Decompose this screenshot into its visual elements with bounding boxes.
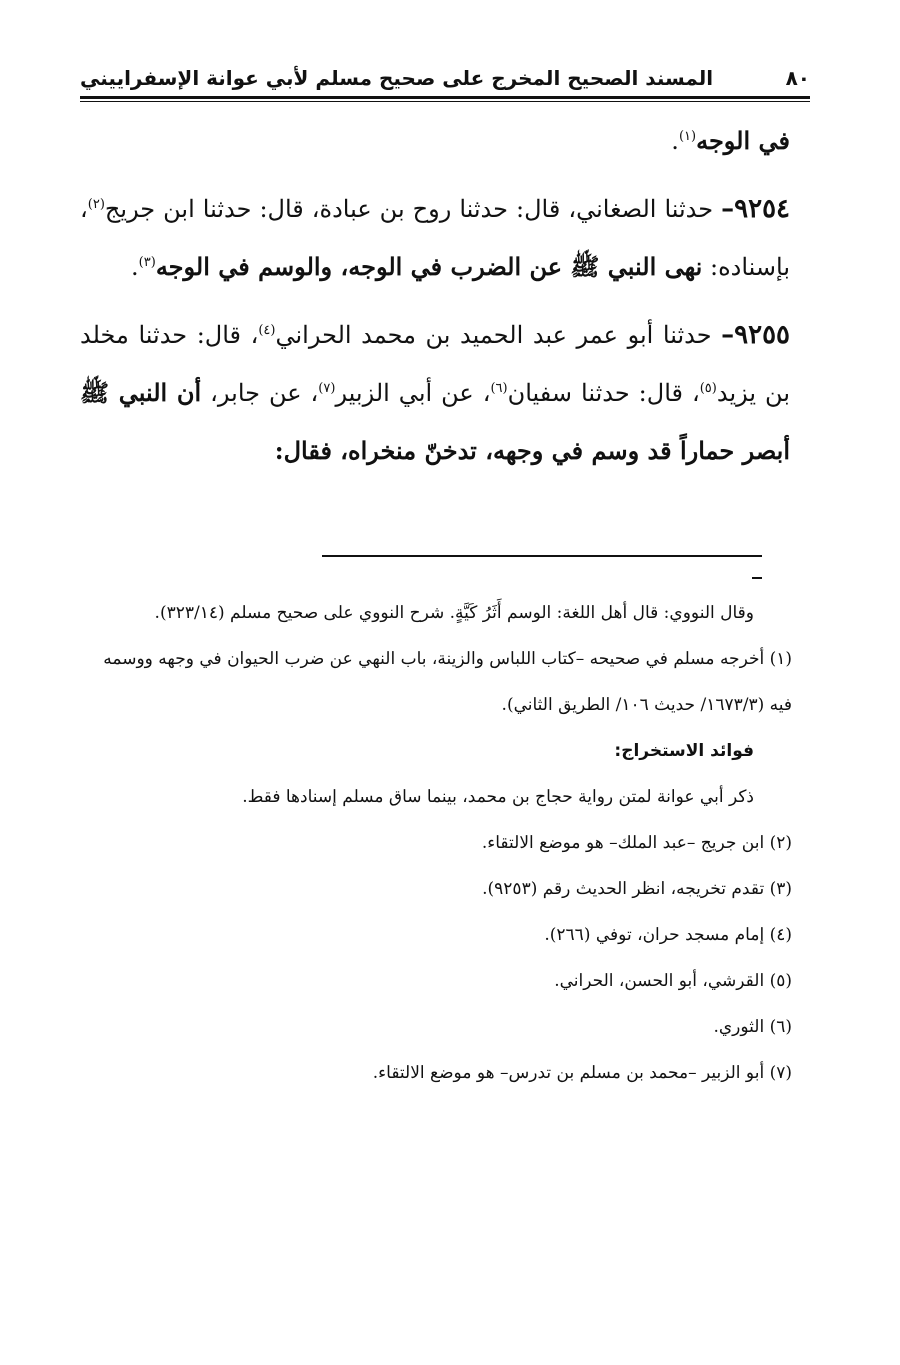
header-rule-thin [80,101,810,102]
footnote-4: (٤) إمام مسجد حران، توفي (٢٦٦). [544,925,792,945]
footnote-ref: (٤) [258,323,276,338]
hadith-matn: نهى النبي ﷺ عن الضرب في الوجه، والوسم في الوجه [155,252,703,281]
footnote-ref: (٢) [87,197,105,212]
footnote-3: (٣) تقدم تخريجه، انظر الحديث رقم (٩٢٥٣). [482,879,792,899]
footnote-5: (٥) القرشي، أبو الحسن، الحراني. [554,971,792,991]
footnote-ref: (٣) [138,255,156,270]
footnote-1: (١) أخرجه مسلم في صحيحه –كتاب اللباس والزينة، باب النهي عن ضرب الحيوان في وجهه ووسمه فيه (١٦٧٣/٣/ حديث ١٠٦/ الطريق الثاني). [103,649,792,715]
fawaid-heading: فوائد الاستخراج: [614,741,754,761]
fawaid-text: ذكر أبي عوانة لمتن رواية حجاج بن محمد، بينما ساق مسلم إسنادها فقط. [242,787,754,807]
footnote-7: (٧) أبو الزبير –محمد بن مسلم بن تدرس– هو موضع الالتقاء. [372,1063,792,1083]
main-text [80,112,790,490]
hadith-matn: أن النبي ﷺ أبصر حماراً قد وسم في وجهه، تدخنّ منخراه، فقال: [80,378,790,465]
page-header [80,58,810,98]
running-title: المسند الصحيح المخرج على صحيح مسلم لأبي عوانة الإسفراييني [80,66,714,90]
hadith-9254: ٩٢٥٤– حدثنا الصغاني، قال: حدثنا روح بن عبادة، قال: حدثنا ابن جريج$^{(٢)}$، بإسناده: نهى النبي ﷺ عن الضرب في الوجه، والوسم في الوجه$^{(٣)}$. [80,194,790,281]
footnotes [80,590,792,1096]
hadith-number: ٩٢٥٥– [721,320,790,350]
hadith-9255: ٩٢٥٥– حدثنا أبو عمر عبد الحميد بن محمد الحراني$^{(٤)}$، قال: حدثنا مخلد بن يزيد$^{(٥)}$، قال: حدثنا سفيان$^{(٦)}$، عن أبي الزبير$^{(٧)}$، عن جابر، أن النبي ﷺ أبصر حماراً قد وسم في وجهه، تدخنّ منخراه، فقال: [80,320,790,465]
header-rule-thick [80,96,810,99]
footnote-ref: (١) [678,129,697,144]
hadith-number: ٩٢٥٤– [721,194,790,224]
footnote-2: (٢) ابن جريج –عبد الملك– هو موضع الالتقاء. [481,833,792,853]
footnote-ref: (٧) [318,381,336,396]
paragraph-continuation: في الوجه$^{(١)}$. [671,126,790,155]
continuation-mark [752,577,762,579]
footnote-ref: (٥) [699,381,717,396]
footnote-separator [322,555,762,557]
page-number: ٨٠ [785,66,810,90]
footnote-ref: (٦) [490,381,508,396]
footnote-continuation: وقال النووي: قال أهل اللغة: الوسم أَثَرُ كَيَّةٍ. شرح النووي على صحيح مسلم (٣٢٣/١٤). [154,603,754,623]
footnote-6: (٦) الثوري. [713,1017,792,1037]
